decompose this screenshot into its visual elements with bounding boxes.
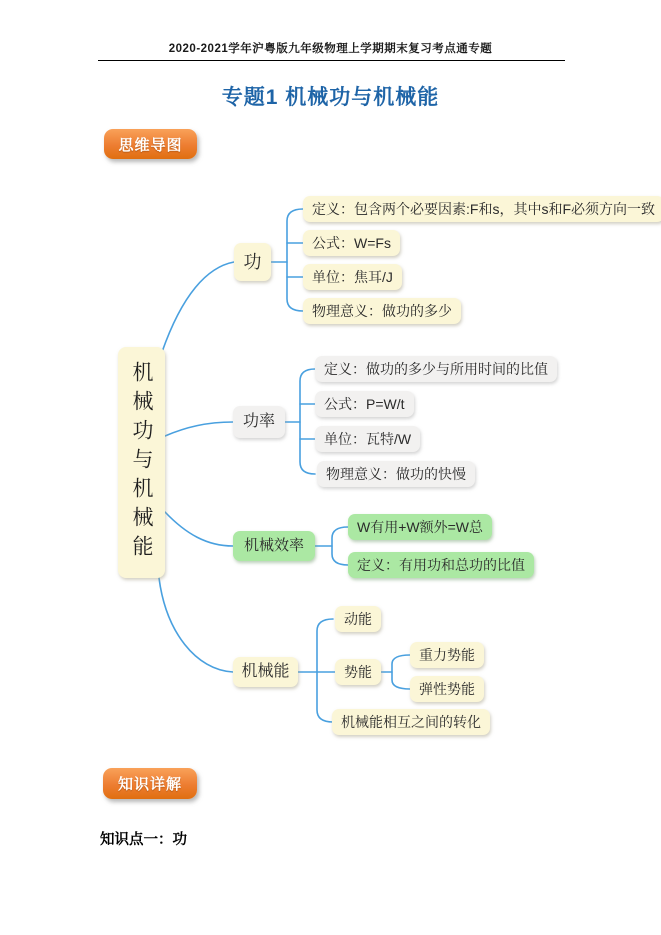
branch-node-efficiency: 机械效率 (233, 531, 315, 561)
leaf-energy-conversion: 机械能相互之间的转化 (332, 709, 490, 735)
leaf-work-unit: 单位：焦耳/J (303, 264, 402, 290)
leaf-work-formula: 公式：W=Fs (303, 230, 400, 256)
page-title: 专题1 机械功与机械能 (221, 86, 440, 109)
header-course-title: 2020-2021学年沪粤版九年级物理上学期期末复习考点通专题 (168, 43, 493, 55)
branch-node-power: 功率 (233, 406, 285, 438)
branch-node-mechanical-energy: 机械能 (233, 657, 298, 687)
knowledge-point-heading: 知识点一：功 (100, 832, 187, 848)
leaf-efficiency-equation: W有用+W额外=W总 (348, 514, 492, 540)
leaf-power-formula: 公式：P=W/t (315, 391, 414, 417)
details-section-badge: 知识详解 (103, 768, 197, 799)
leaf-power-definition: 定义：做功的多少与所用时间的比值 (315, 356, 557, 382)
leaf-power-meaning: 物理意义：做功的快慢 (317, 461, 475, 487)
leaf-work-definition: 定义：包含两个必要因素:F和s，其中s和F必须方向一致 (303, 196, 661, 222)
leaf-potential-energy: 势能 (335, 659, 381, 685)
leaf-elastic-potential: 弹性势能 (410, 676, 484, 702)
mindmap-root-node: 机械功与机械能 (118, 347, 165, 578)
leaf-power-unit: 单位：瓦特/W (315, 426, 420, 452)
leaf-work-meaning: 物理意义：做功的多少 (303, 298, 461, 324)
mindmap-section-badge: 思维导图 (104, 129, 197, 159)
leaf-kinetic-energy: 动能 (335, 606, 381, 632)
leaf-efficiency-definition: 定义：有用功和总功的比值 (348, 552, 534, 578)
leaf-gravitational-potential: 重力势能 (410, 642, 484, 668)
branch-node-work: 功 (234, 243, 271, 281)
